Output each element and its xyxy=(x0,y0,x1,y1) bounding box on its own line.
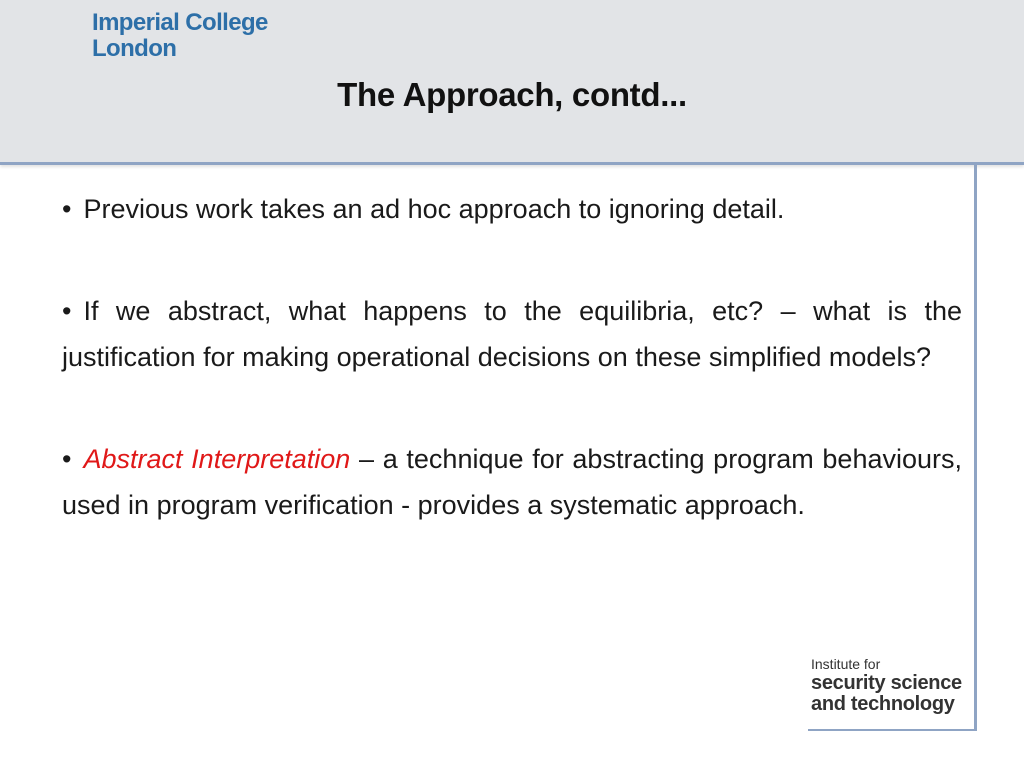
right-border-rule xyxy=(974,165,977,730)
logo-line-2: London xyxy=(92,35,177,62)
institute-line-1: Institute for xyxy=(811,656,881,672)
bottom-border-rule xyxy=(808,729,977,731)
bullet-marker: • xyxy=(62,295,72,326)
institute-line-3: and technology xyxy=(811,693,955,715)
institute-line-2: security science xyxy=(811,672,962,694)
imperial-college-logo xyxy=(92,10,268,62)
logo-line-1: Imperial College xyxy=(92,9,268,36)
bullet-item xyxy=(62,186,962,233)
bullet-item xyxy=(62,436,962,529)
slide-body xyxy=(62,186,962,584)
bullet-marker: • xyxy=(62,443,72,474)
highlighted-term: Abstract Interpretation xyxy=(83,443,351,474)
bullet-marker: • xyxy=(62,194,72,224)
bullet-item xyxy=(62,288,962,381)
institute-logo xyxy=(811,655,962,715)
bullet-text: Previous work takes an ad hoc approach to ignoring detail. xyxy=(83,194,785,224)
bullet-text: If we abstract, what happens to the equilibria, etc? – what is the justification for making operational decisions on these simplified models? xyxy=(62,295,962,372)
slide-header xyxy=(0,0,1024,165)
slide-title: The Approach, contd... xyxy=(337,76,687,113)
bullet-text: – a technique for abstracting program behaviours, used in program verification - provides a systematic approach. xyxy=(62,443,962,520)
